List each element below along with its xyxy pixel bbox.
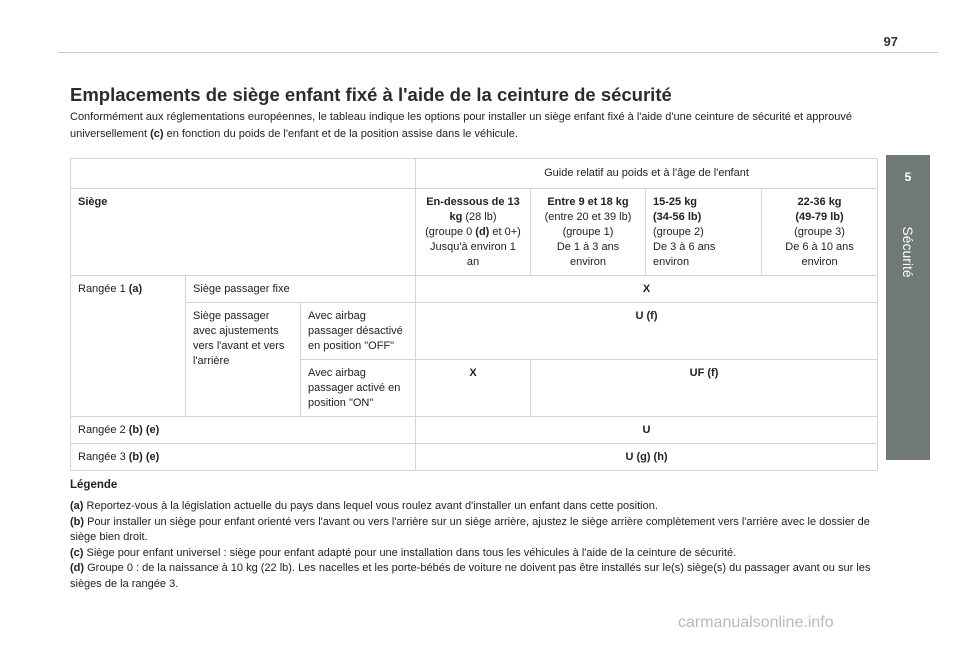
header-divider (58, 52, 938, 53)
table-header-row-groups (71, 189, 878, 276)
page-title: Emplacements de siège enfant fixé à l'aide de la ceinture de sécurité (70, 84, 672, 105)
empty-header-cell (71, 159, 416, 189)
table-row (71, 303, 878, 360)
row1-label: Rangée 1 (a) (71, 276, 186, 417)
group-0-header: En-dessous de 13 kg (28 lb) (groupe 0 (d) et 0+) Jusqu'à environ 1 an (416, 189, 531, 276)
fixed-seat-label: Siège passager fixe (186, 276, 416, 303)
legend-title: Légende (70, 479, 118, 491)
legend-item: (c) Siège pour enfant universel : siège pour enfant adapté pour une installation dans tous les véhicules à l'aide de la ceinture de sécurité. (70, 546, 737, 559)
table-header-row-guide (71, 159, 878, 189)
legend-item: (d) Groupe 0 : de la naissance à 10 kg (22 lb). Les nacelles et les porte-bébés de voiture ne doivent pas être installés sur le(s) siège(s) du passager avant ou sur les sièges de la rangée 3. (70, 562, 871, 590)
table-row (71, 444, 878, 471)
intro-paragraph (70, 109, 870, 143)
row3-value: U (g) (h) (416, 444, 878, 471)
intro-text-1: Conformément aux réglementations européennes, le tableau indique les options pour installer un siège enfant fixé à l'aide d'une ceinture de sécurité et approuvé universellement (70, 111, 853, 140)
legend-item: (b) Pour installer un siège pour enfant orienté vers l'avant ou vers l'arrière sur un siège arrière, ajustez le siège arrière complètement vers l'arrière avec le dossier de siège bien droit. (70, 515, 870, 543)
section-tab-number: 5 (904, 170, 912, 184)
section-tab[interactable] (886, 155, 930, 460)
child-seat-table (70, 158, 878, 471)
group-1-header: Entre 9 et 18 kg (entre 20 et 39 lb) (groupe 1) De 1 à 3 ans environ (531, 189, 646, 276)
group-2-header: 15-25 kg (34-56 lb) (groupe 2) De 3 à 6 ans environ (646, 189, 762, 276)
airbag-off-value: U (f) (416, 303, 878, 360)
guide-header: Guide relatif au poids et à l'âge de l'enfant (416, 159, 878, 189)
fixed-seat-value: X (416, 276, 878, 303)
intro-ref: (c) (150, 128, 164, 140)
adjustable-seat-label: Siège passager avec ajustements vers l'avant et vers l'arrière (186, 303, 301, 417)
row2-label: Rangée 2 (b) (e) (71, 417, 416, 444)
seat-header: Siège (71, 189, 416, 276)
row3-label: Rangée 3 (b) (e) (71, 444, 416, 471)
airbag-on-label: Avec airbag passager activé en position "ON" (301, 360, 416, 417)
page-number: 97 (883, 34, 898, 49)
group-3-header: 22-36 kg (49-79 lb) (groupe 3) De 6 à 10 ans environ (762, 189, 878, 276)
table-row (71, 276, 878, 303)
airbag-off-label: Avec airbag passager désactivé en position "OFF" (301, 303, 416, 360)
airbag-on-value-group0: X (416, 360, 531, 417)
intro-text-2: en fonction du poids de l'enfant et de la position assise dans le véhicule. (163, 128, 518, 140)
legend-item: (a) Reportez-vous à la législation actuelle du pays dans lequel vous roulez avant d'installer un enfant dans cette position. (70, 500, 658, 512)
airbag-on-value-other: UF (f) (531, 360, 878, 417)
row2-value: U (416, 417, 878, 444)
table-row (71, 417, 878, 444)
watermark: carmanualsonline.info (678, 614, 834, 631)
legend (70, 499, 875, 592)
section-tab-label: Sécurité (900, 226, 916, 278)
